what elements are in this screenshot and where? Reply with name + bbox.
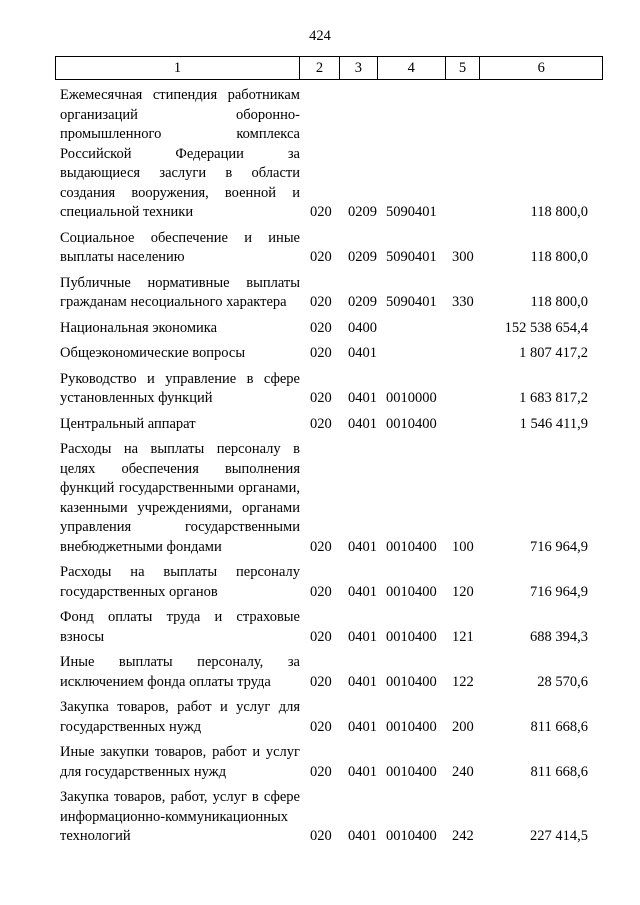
table-header	[55, 56, 603, 80]
row-code-4: 0010400	[386, 628, 437, 645]
row-code-3: 0401	[348, 345, 377, 361]
column-header-5: 5	[446, 57, 481, 79]
row-amount: 716 964,9	[530, 583, 588, 600]
row-amount: 28 570,6	[537, 673, 588, 690]
row-code-2: 020	[310, 538, 332, 555]
row-code-2: 020	[310, 345, 332, 361]
row-code-2: 020	[310, 415, 332, 432]
row-code-3: 0401	[348, 828, 377, 844]
table-row	[60, 788, 600, 847]
row-code-3: 0401	[348, 763, 377, 780]
row-name: Иные выплаты персоналу, за исключением фонда оплаты труда	[60, 654, 300, 690]
row-code-2: 020	[310, 673, 332, 690]
row-name: Расходы на выплаты персоналу в целях обеспечения выполнения функций государственными органами, казенными учреждениями, органами управления государственными внебюджетными фондами	[60, 441, 300, 555]
row-amount: 227 414,5	[530, 828, 588, 844]
row-code-4: 0010400	[386, 763, 437, 780]
row-name: Закупка товаров, работ и услуг для государственных нужд	[60, 699, 300, 735]
row-amount: 1 683 817,2	[519, 390, 588, 406]
row-code-4: 5090401	[386, 249, 437, 265]
row-code-2: 020	[310, 763, 332, 780]
table-row	[60, 344, 600, 364]
row-code-2: 020	[310, 319, 332, 336]
row-code-5: 330	[452, 294, 474, 310]
row-name: Публичные нормативные выплаты гражданам несоциального характера	[60, 274, 300, 310]
row-code-5: 200	[452, 718, 474, 735]
row-name: Социальное обеспечение и иные выплаты населению	[60, 229, 300, 265]
table-row	[60, 319, 600, 339]
row-code-5: 242	[452, 828, 474, 844]
row-code-5: 300	[452, 249, 474, 265]
row-code-5: 122	[452, 673, 474, 690]
row-name: Общеэкономические вопросы	[60, 345, 246, 361]
row-code-2: 020	[310, 249, 332, 265]
row-amount: 118 800,0	[530, 204, 588, 220]
table-row	[60, 370, 600, 409]
row-amount: 118 800,0	[530, 294, 588, 310]
row-code-2: 020	[310, 204, 332, 220]
table-row	[60, 86, 600, 223]
row-code-3: 0400	[348, 319, 377, 336]
row-code-3: 0209	[348, 204, 377, 220]
table-row	[60, 653, 600, 692]
row-name: Фонд оплаты труда и страховые взносы	[60, 609, 300, 645]
row-code-2: 020	[310, 583, 332, 600]
row-code-4: 0010400	[386, 718, 437, 735]
table-row	[60, 440, 600, 557]
row-code-3: 0401	[348, 718, 377, 735]
row-code-2: 020	[310, 390, 332, 406]
row-code-2: 020	[310, 718, 332, 735]
row-code-3: 0401	[348, 538, 377, 555]
row-code-5: 120	[452, 583, 474, 600]
table-body	[60, 86, 600, 853]
row-name: Национальная экономика	[60, 319, 218, 336]
row-code-2: 020	[310, 828, 332, 844]
row-name: Центральный аппарат	[60, 415, 196, 432]
column-header-2: 2	[300, 57, 340, 79]
column-header-3: 3	[340, 57, 378, 79]
row-code-5: 100	[452, 538, 474, 555]
row-amount: 811 668,6	[530, 763, 588, 780]
row-amount: 1 807 417,2	[519, 345, 588, 361]
row-code-2: 020	[310, 294, 332, 310]
row-code-4: 5090401	[386, 204, 437, 220]
row-code-4: 0010400	[386, 828, 437, 844]
row-code-5: 121	[452, 628, 474, 645]
column-header-1: 1	[56, 57, 300, 79]
table-row	[60, 229, 600, 268]
row-code-4: 0010400	[386, 415, 437, 432]
row-code-5: 240	[452, 763, 474, 780]
row-name: Закупка товаров, работ, услуг в сфере информационно-коммуникационных технологий	[60, 789, 300, 844]
row-amount: 688 394,3	[530, 628, 588, 645]
column-header-6: 6	[537, 60, 545, 76]
row-code-3: 0401	[348, 628, 377, 645]
row-amount: 1 546 411,9	[519, 415, 588, 432]
row-code-3: 0401	[348, 390, 377, 406]
row-amount: 811 668,6	[530, 718, 588, 735]
row-code-4: 0010400	[386, 673, 437, 690]
table-row	[60, 274, 600, 313]
table-row	[60, 743, 600, 782]
row-code-4: 0010000	[386, 390, 437, 406]
row-name: Иные закупки товаров, работ и услуг для государственных нужд	[60, 744, 300, 780]
table-row	[60, 698, 600, 737]
table-row	[60, 608, 600, 647]
row-code-4: 0010400	[386, 583, 437, 600]
row-code-3: 0401	[348, 415, 377, 432]
row-code-2: 020	[310, 628, 332, 645]
row-amount: 118 800,0	[530, 249, 588, 265]
column-header-4: 4	[378, 57, 446, 79]
row-code-3: 0401	[348, 673, 377, 690]
page-number: 424	[309, 28, 331, 44]
table-row	[60, 415, 600, 435]
row-name: Руководство и управление в сфере установленных функций	[60, 370, 300, 406]
row-code-4: 5090401	[386, 294, 437, 310]
row-amount: 152 538 654,4	[504, 319, 588, 336]
row-code-3: 0209	[348, 294, 377, 310]
row-name: Расходы на выплаты персоналу государственных органов	[60, 564, 300, 600]
row-code-3: 0401	[348, 583, 377, 600]
row-code-3: 0209	[348, 249, 377, 265]
row-name: Ежемесячная стипендия работникам организаций оборонно-промышленного комплекса Российской Федерации за выдающиеся заслуги в области создания вооружения, военной и специальной техники	[60, 87, 300, 220]
row-code-4: 0010400	[386, 538, 437, 555]
row-amount: 716 964,9	[530, 538, 588, 555]
table-row	[60, 563, 600, 602]
